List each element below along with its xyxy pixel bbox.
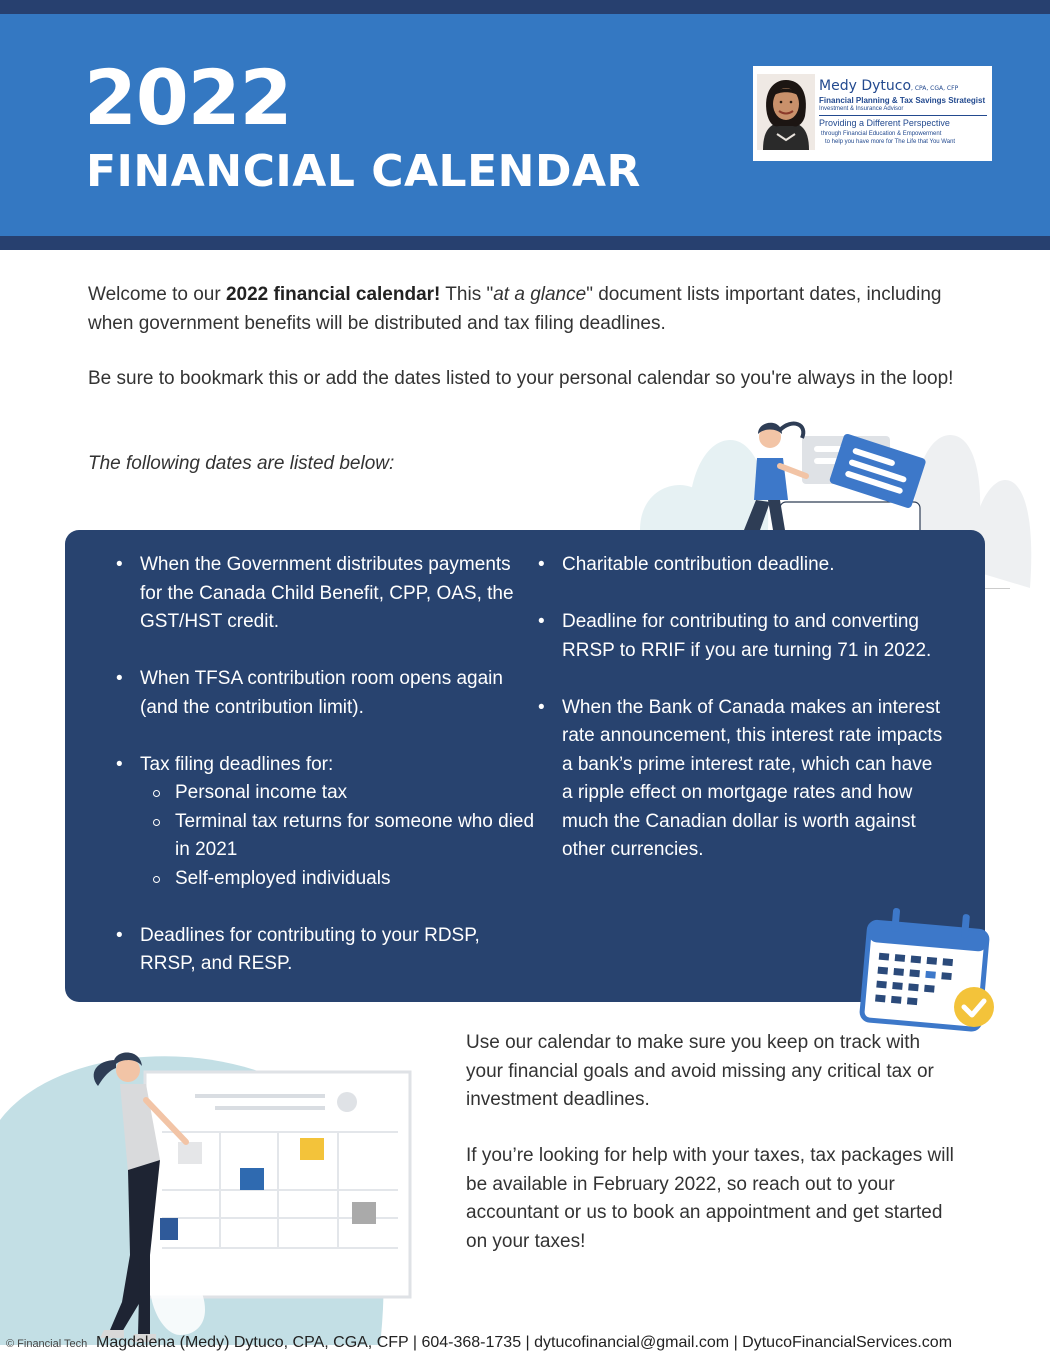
advisor-photo — [757, 74, 815, 150]
logo-divider — [819, 115, 987, 116]
logo-name: Medy Dytuco, CPA, CGA, CFP — [819, 78, 959, 94]
advisor-logo — [753, 66, 992, 161]
sub-list-item: Terminal tax returns for someone who died in 2021 — [140, 808, 536, 865]
closing-paragraph-2: If you’re looking for help with your taxes, tax packages will be available in February 2022, so reach out to your accountant or us to book an appointment and get started on your taxes! — [466, 1145, 954, 1252]
list-item: • When the Government distributes payments for the Canada Child Benefit, CPP, OAS, the GST/HST credit. — [116, 551, 536, 637]
intro-paragraph-3: The following dates are listed below: — [88, 453, 395, 474]
logo-subrole: Investment & Insurance Advisor — [819, 106, 904, 112]
list-item: • When TFSA contribution room opens again (and the contribution limit). — [116, 665, 536, 722]
header-bottom-strip — [0, 236, 1050, 250]
list-item-tax-deadlines: • Tax filing deadlines for: Personal income tax Terminal tax returns for someone who died in 2021 Self-employed individuals — [116, 751, 536, 894]
logo-tagline-3: to help you have more for The Life that You Want — [825, 139, 956, 145]
panel-left-column — [116, 551, 536, 1007]
logo-tagline-2: through Financial Education & Empowerment — [821, 131, 942, 137]
sub-list-item: Personal income tax — [140, 779, 536, 808]
footer — [0, 1330, 1050, 1358]
list-item: • When the Bank of Canada makes an interest rate announcement, this interest rate impacts a bank’s prime interest rate, which can have a ripple effect on mortgage rates and how much the Canadian dollar is worth against other currencies. — [538, 694, 948, 865]
panel-right-column — [538, 551, 948, 893]
woman-with-planner-board-illustration — [0, 1040, 420, 1345]
copyright-text: © Financial Tech — [6, 1338, 88, 1350]
calendar-check-icon — [858, 905, 998, 1040]
intro-paragraph-2: Be sure to bookmark this or add the dates listed to your personal calendar so you're always in the loop! — [88, 368, 954, 389]
header-year: 2022 — [84, 53, 292, 142]
closing-paragraph-1: Use our calendar to make sure you keep on track with your financial goals and avoid missing any critical tax or investment deadlines. — [466, 1032, 934, 1110]
intro-paragraph-1: Welcome to our 2022 financial calendar! This "at a glance" document lists important dates, including when government benefits will be distributed and tax filing deadlines. — [88, 284, 942, 334]
sub-list-item: Self-employed individuals — [140, 865, 536, 894]
list-item: • Deadlines for contributing to your RDSP, RRSP, and RESP. — [116, 922, 536, 979]
logo-tagline: Providing a Different Perspective — [819, 118, 950, 128]
logo-role: Financial Planning & Tax Savings Strategist — [819, 96, 986, 105]
contact-line: Magdalena (Medy) Dytuco, CPA, CGA, CFP | 604-368-1735 | dytucofinancial@gmail.com | DytucoFinancialServices.com — [96, 1334, 953, 1351]
list-item: • Deadline for contributing to and converting RRSP to RRIF if you are turning 71 in 2022. — [538, 608, 948, 665]
header-top-strip — [0, 0, 1050, 14]
divider-line — [985, 588, 1010, 589]
header-title: FINANCIAL CALENDAR — [86, 146, 641, 197]
list-item: • Charitable contribution deadline. — [538, 551, 948, 580]
